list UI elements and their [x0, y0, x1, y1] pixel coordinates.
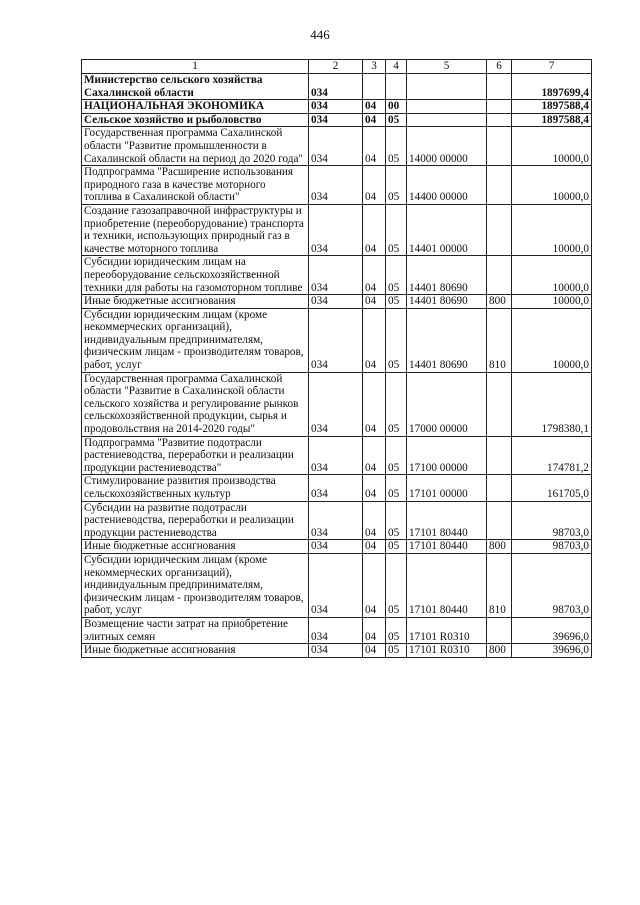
row-name: Возмещение части затрат на приобретение элитных семян [82, 617, 309, 643]
row-amount: 10000,0 [512, 295, 592, 309]
row-subsection-code: 05 [386, 204, 407, 255]
row-expense-type: 800 [487, 540, 512, 554]
row-grbs-code: 034 [309, 127, 363, 166]
row-amount: 98703,0 [512, 553, 592, 617]
row-target-article: 17101 80440 [407, 540, 487, 554]
row-amount: 39696,0 [512, 617, 592, 643]
table-body [82, 74, 592, 658]
row-target-article: 14401 00000 [407, 204, 487, 255]
row-target-article: 17101 80440 [407, 553, 487, 617]
row-target-article: 14401 80690 [407, 256, 487, 295]
row-grbs-code: 034 [309, 617, 363, 643]
row-name: Субсидии на развитие подотрасли растениеводства, переработки и реализации продукции растениеводства [82, 501, 309, 540]
row-expense-type [487, 436, 512, 475]
row-expense-type: 800 [487, 295, 512, 309]
row-amount: 10000,0 [512, 127, 592, 166]
table-row [82, 501, 592, 540]
row-amount: 1897699,4 [512, 74, 592, 100]
row-name: Иные бюджетные ассигнования [82, 540, 309, 554]
row-amount: 10000,0 [512, 256, 592, 295]
row-target-article [407, 113, 487, 127]
row-subsection-code: 05 [386, 295, 407, 309]
table-header-row [82, 60, 592, 74]
table-row [82, 372, 592, 436]
row-name: Подпрограмма "Расширение использования природного газа в качестве моторного топлива в Сахалинской области" [82, 166, 309, 205]
row-expense-type [487, 166, 512, 205]
table-row [82, 617, 592, 643]
row-section-code: 04 [363, 436, 386, 475]
row-section-code: 04 [363, 617, 386, 643]
row-name: Государственная программа Сахалинской области "Развитие промышленности в Сахалинской области на период до 2020 года" [82, 127, 309, 166]
table-row [82, 74, 592, 100]
row-target-article: 17000 00000 [407, 372, 487, 436]
table-row [82, 204, 592, 255]
row-section-code [363, 74, 386, 100]
row-grbs-code: 034 [309, 204, 363, 255]
row-target-article: 17101 R0310 [407, 644, 487, 658]
row-grbs-code: 034 [309, 644, 363, 658]
row-section-code: 04 [363, 127, 386, 166]
table-row [82, 540, 592, 554]
row-name: Создание газозаправочной инфраструктуры и приобретение (переоборудование) транспорта и техники, использующих природный газ в качестве моторного топлива [82, 204, 309, 255]
row-target-article [407, 100, 487, 114]
row-target-article: 14400 00000 [407, 166, 487, 205]
row-expense-type [487, 617, 512, 643]
table-row [82, 100, 592, 114]
row-subsection-code: 05 [386, 553, 407, 617]
row-amount: 98703,0 [512, 501, 592, 540]
row-subsection-code: 05 [386, 127, 407, 166]
header-col-4: 4 [386, 60, 407, 74]
row-section-code: 04 [363, 644, 386, 658]
row-subsection-code: 05 [386, 256, 407, 295]
row-expense-type [487, 501, 512, 540]
row-section-code: 04 [363, 100, 386, 114]
table-row [82, 308, 592, 372]
table-row [82, 113, 592, 127]
row-expense-type [487, 204, 512, 255]
budget-table [81, 59, 592, 658]
row-grbs-code: 034 [309, 100, 363, 114]
row-subsection-code [386, 74, 407, 100]
row-target-article: 17101 R0310 [407, 617, 487, 643]
row-expense-type [487, 256, 512, 295]
row-subsection-code: 05 [386, 436, 407, 475]
row-section-code: 04 [363, 475, 386, 501]
row-grbs-code: 034 [309, 475, 363, 501]
row-grbs-code: 034 [309, 308, 363, 372]
row-section-code: 04 [363, 166, 386, 205]
row-name: Стимулирование развития производства сельскохозяйственных культур [82, 475, 309, 501]
header-col-6: 6 [487, 60, 512, 74]
row-expense-type [487, 113, 512, 127]
row-name: Государственная программа Сахалинской области "Развитие в Сахалинской области сельского хозяйства и регулирование рынков сельскохозяйственной продукции, сырья и продовольствия на 2014-2020 годы" [82, 372, 309, 436]
row-section-code: 04 [363, 372, 386, 436]
row-amount: 10000,0 [512, 166, 592, 205]
row-amount: 1798380,1 [512, 372, 592, 436]
row-name: Подпрограмма "Развитие подотрасли растениеводства, переработки и реализации продукции растениеводства" [82, 436, 309, 475]
table-row [82, 295, 592, 309]
row-amount: 10000,0 [512, 204, 592, 255]
row-section-code: 04 [363, 308, 386, 372]
row-name: Министерство сельского хозяйства Сахалинской области [82, 74, 309, 100]
row-grbs-code: 034 [309, 436, 363, 475]
header-col-2: 2 [309, 60, 363, 74]
row-subsection-code: 00 [386, 100, 407, 114]
row-grbs-code: 034 [309, 295, 363, 309]
row-name: Сельское хозяйство и рыболовство [82, 113, 309, 127]
row-name: Субсидии юридическим лицам на переоборудование сельскохозяйственной техники для работы на газомоторном топливе [82, 256, 309, 295]
row-expense-type: 810 [487, 308, 512, 372]
header-col-1: 1 [82, 60, 309, 74]
page-number: 446 [310, 27, 330, 42]
row-name: НАЦИОНАЛЬНАЯ ЭКОНОМИКА [82, 100, 309, 114]
table-row [82, 436, 592, 475]
row-subsection-code: 05 [386, 372, 407, 436]
row-expense-type [487, 100, 512, 114]
row-section-code: 04 [363, 113, 386, 127]
header-col-5: 5 [407, 60, 487, 74]
row-amount: 98703,0 [512, 540, 592, 554]
row-grbs-code: 034 [309, 166, 363, 205]
row-amount: 10000,0 [512, 308, 592, 372]
row-section-code: 04 [363, 295, 386, 309]
row-expense-type [487, 372, 512, 436]
row-expense-type: 810 [487, 553, 512, 617]
table-row [82, 553, 592, 617]
header-col-3: 3 [363, 60, 386, 74]
row-grbs-code: 034 [309, 540, 363, 554]
row-target-article: 14401 80690 [407, 308, 487, 372]
row-expense-type [487, 74, 512, 100]
row-amount: 1897588,4 [512, 113, 592, 127]
row-section-code: 04 [363, 553, 386, 617]
row-target-article [407, 74, 487, 100]
row-subsection-code: 05 [386, 166, 407, 205]
row-target-article: 17100 00000 [407, 436, 487, 475]
row-expense-type: 800 [487, 644, 512, 658]
row-amount: 1897588,4 [512, 100, 592, 114]
row-grbs-code: 034 [309, 113, 363, 127]
row-subsection-code: 05 [386, 540, 407, 554]
row-expense-type [487, 475, 512, 501]
table-row [82, 166, 592, 205]
row-expense-type [487, 127, 512, 166]
row-target-article: 17101 00000 [407, 475, 487, 501]
table-row [82, 475, 592, 501]
row-section-code: 04 [363, 204, 386, 255]
row-section-code: 04 [363, 540, 386, 554]
row-target-article: 14000 00000 [407, 127, 487, 166]
table-row [82, 127, 592, 166]
row-grbs-code: 034 [309, 372, 363, 436]
row-target-article: 14401 80690 [407, 295, 487, 309]
row-subsection-code: 05 [386, 113, 407, 127]
row-name: Субсидии юридическим лицам (кроме некоммерческих организаций), индивидуальным предпринимателям, физическим лицам - производителям товаров, работ, услуг [82, 308, 309, 372]
row-amount: 39696,0 [512, 644, 592, 658]
row-grbs-code: 034 [309, 74, 363, 100]
row-subsection-code: 05 [386, 501, 407, 540]
row-grbs-code: 034 [309, 553, 363, 617]
row-amount: 161705,0 [512, 475, 592, 501]
row-grbs-code: 034 [309, 256, 363, 295]
row-name: Иные бюджетные ассигнования [82, 295, 309, 309]
row-section-code: 04 [363, 501, 386, 540]
row-name: Иные бюджетные ассигнования [82, 644, 309, 658]
row-name: Субсидии юридическим лицам (кроме некоммерческих организаций), индивидуальным предпринимателям, физическим лицам - производителям товаров, работ, услуг [82, 553, 309, 617]
header-col-7: 7 [512, 60, 592, 74]
row-subsection-code: 05 [386, 475, 407, 501]
row-section-code: 04 [363, 256, 386, 295]
row-subsection-code: 05 [386, 617, 407, 643]
row-subsection-code: 05 [386, 644, 407, 658]
row-grbs-code: 034 [309, 501, 363, 540]
table-row [82, 256, 592, 295]
row-amount: 174781,2 [512, 436, 592, 475]
row-target-article: 17101 80440 [407, 501, 487, 540]
table-row [82, 644, 592, 658]
row-subsection-code: 05 [386, 308, 407, 372]
